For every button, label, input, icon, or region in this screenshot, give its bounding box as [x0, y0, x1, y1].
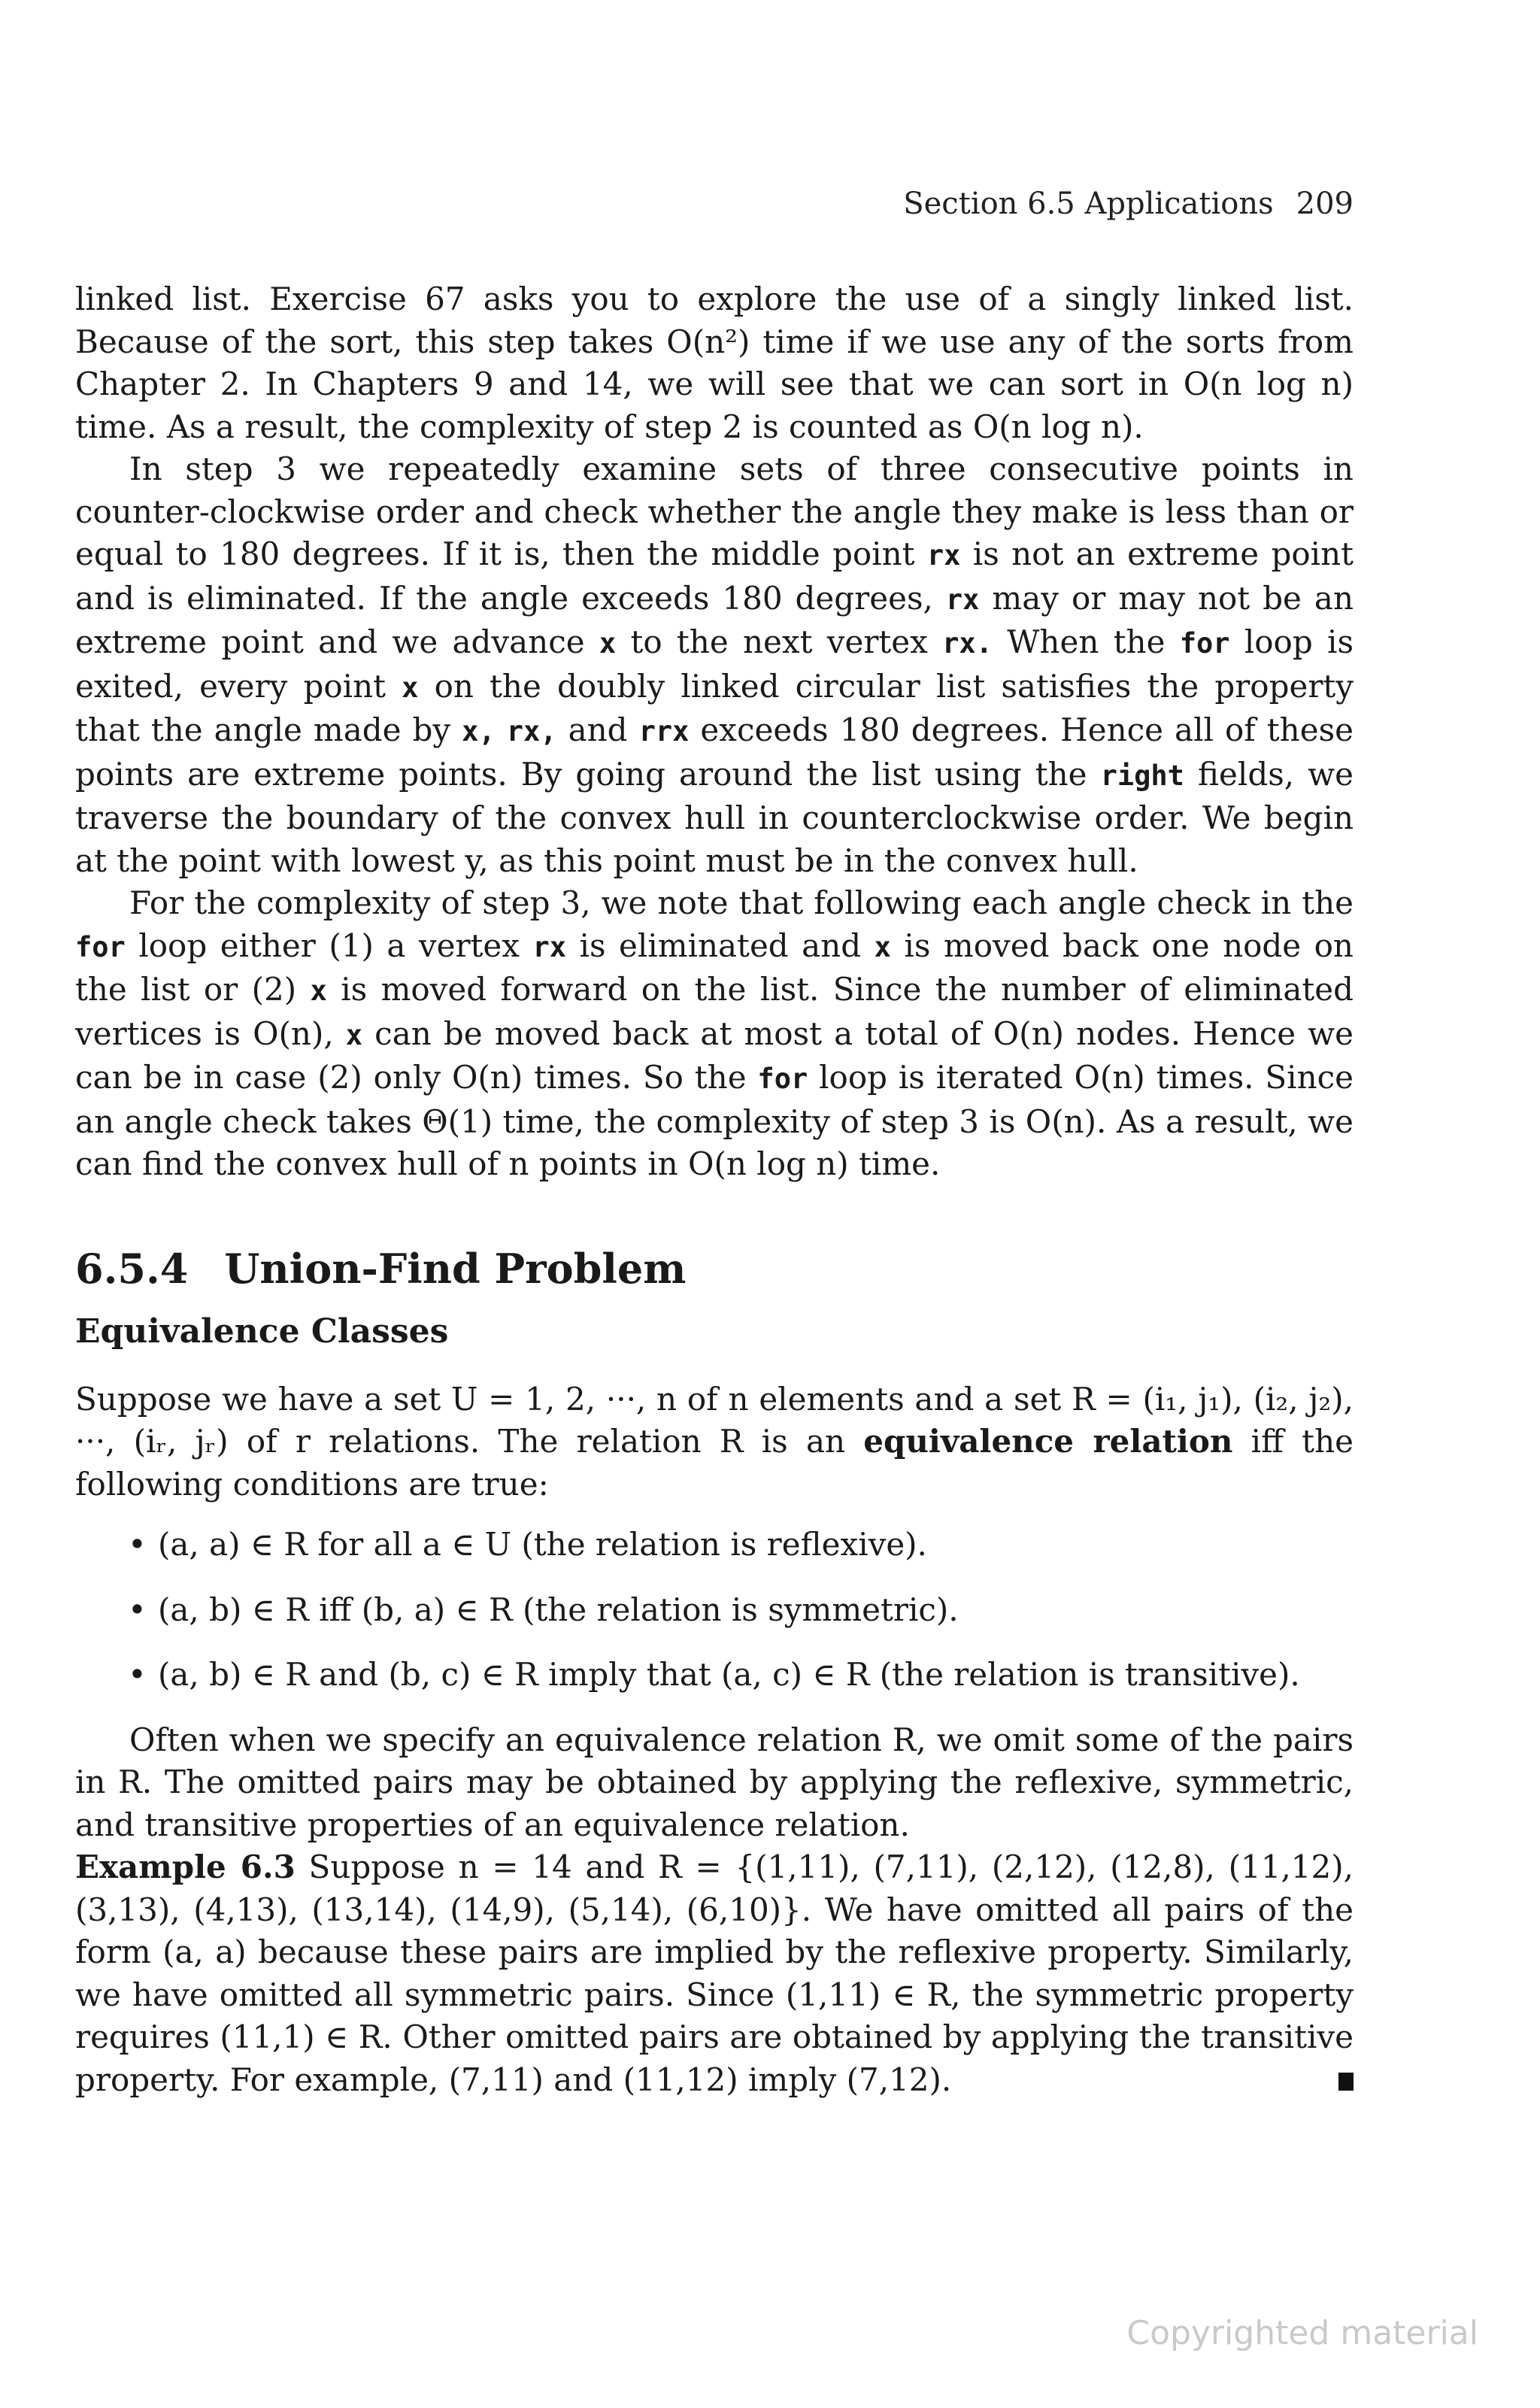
equivalence-intro — [75, 1378, 1354, 1506]
page-number: 209 — [1296, 187, 1354, 221]
text-run: may or may not be an extreme point and we advance — [75, 579, 1354, 660]
term-equivalence-relation: equivalence relation — [863, 1423, 1233, 1460]
text-run: Suppose we have a set U = 1, 2, ···, n of n elements and a set R = (i₁, j₁), (i₂, j₂), ···, (iᵣ, jᵣ) of r relations. The relation R is an — [75, 1380, 1354, 1460]
text-run: is eliminated and — [566, 927, 875, 964]
watermark: Copyrighted material — [1126, 2314, 1478, 2352]
text-run: on the doubly linked circular list satisfies the property that the angle made by — [75, 667, 1354, 748]
conditions-list — [75, 1524, 1354, 1697]
text-run: is moved forward on the list. Since the number of eliminated vertices is O(n), — [75, 971, 1354, 1052]
section-heading — [75, 1245, 1354, 1293]
code-right: right — [1100, 759, 1184, 792]
code-x: x — [402, 671, 419, 704]
text-run: is not an extreme point and is eliminated. If the angle exceeds 180 degrees, — [75, 535, 1354, 617]
text-run: and — [556, 711, 639, 748]
example-6-3 — [75, 1846, 1354, 2101]
text-run: When the — [992, 623, 1180, 660]
code-x: x — [345, 1018, 363, 1051]
text-run — [496, 711, 507, 748]
example-text: Suppose n = 14 and R = {(1,11), (7,11), (2,12), (12,8), (11,12), (3,13), (4,13), (13,14), (14,9), (5,14), (6,10)}. We have omitted all pairs of the form (a, a) because these pairs are implied by the reflexive property. Similarly, we have omitted all symmetric pairs. Since (1,11) ∈ R, the symmetric property requires (11,1) ∈ R. Other omitted pairs are obtained by applying the transitive property. For example, (7,11) and (11,12) imply (7,12). — [75, 1848, 1354, 2098]
paragraph-3 — [75, 882, 1354, 1186]
code-rx: rx — [532, 930, 567, 963]
section-title: Union-Find Problem — [224, 1244, 687, 1293]
code-rrx: rrx — [638, 715, 690, 748]
code-rx: rx — [926, 539, 961, 572]
text-run: can be moved back at most a total of O(n) nodes. Hence we can be in case (2) only O(n) times. So the — [75, 1014, 1354, 1096]
text-run: iff the following conditions are true: — [75, 1423, 1354, 1503]
code-x: x, — [462, 715, 496, 748]
code-x: x — [310, 975, 327, 1007]
list-item: • (a, b) ∈ R iff (b, a) ∈ R (the relation is symmetric). — [128, 1589, 1354, 1632]
header-section: Section 6.5 Applications — [903, 187, 1274, 221]
code-rx: rx — [945, 583, 980, 616]
list-item: • (a, b) ∈ R and (b, c) ∈ R imply that (a, c) ∈ R (the relation is transitive). — [128, 1654, 1354, 1697]
paragraph-2 — [75, 448, 1354, 882]
page-body — [75, 278, 1354, 2101]
text-run: loop either (1) a vertex — [125, 927, 533, 964]
code-rx: rx, — [506, 715, 557, 748]
list-item: • (a, a) ∈ R for all a ∈ U (the relation is reflexive). — [128, 1524, 1354, 1566]
text-run: to the next vertex — [616, 623, 943, 660]
code-x: x — [599, 627, 617, 660]
section-number: 6.5.4 — [75, 1244, 189, 1293]
text-run: is moved back one node on the list or (2) — [75, 927, 1354, 1008]
text-run: loop is exited, every point — [75, 623, 1354, 705]
text-run: For the complexity of step 3, we note that following each angle check in the — [129, 884, 1354, 921]
paragraph-1-text: linked list. Exercise 67 asks you to explore the use of a singly linked list. Because of the sort, this step takes O(n²) time if we use any of the sorts from Chapter 2. In Chapters 9 and 14, we will see that we can sort in O(n log n) time. As a result, the complexity of step 2 is counted as O(n log n). — [75, 281, 1354, 445]
code-x: x — [874, 930, 891, 963]
text-run: In step 3 we repeatedly examine sets of three consecutive points in counter-clockwise order and check whether the angle they make is less than or equal to 180 degrees. If it is, then the middle point — [75, 450, 1354, 572]
code-for: for — [1179, 627, 1230, 660]
code-for: for — [75, 930, 126, 963]
text-run: exceeds 180 degrees. Hence all of these points are extreme points. By going around the list using the — [75, 711, 1354, 793]
example-label: Example 6.3 — [75, 1848, 296, 1885]
code-for: for — [757, 1063, 808, 1095]
text-run: fields, we traverse the boundary of the convex hull in counterclockwise order. We begin at the point with lowest y, as this point must be in the convex hull. — [75, 755, 1354, 879]
subsection-heading: Equivalence Classes — [75, 1312, 449, 1351]
paragraph-1 — [75, 278, 1354, 448]
text-run: loop is iterated O(n) times. Since an angle check takes Θ(1) time, the complexity of step 3 is O(n). As a result, we can find the convex hull of n points in O(n log n) time. — [75, 1059, 1354, 1182]
end-of-proof-icon — [1338, 2073, 1354, 2091]
equivalence-after: Often when we specify an equivalence relation R, we omit some of the pairs in R. The omitted pairs may be obtained by applying the reflexive, symmetric, and transitive properties of an equivalence relation. — [75, 1721, 1354, 1843]
code-rx: rx. — [942, 627, 993, 660]
running-header — [903, 187, 1354, 221]
